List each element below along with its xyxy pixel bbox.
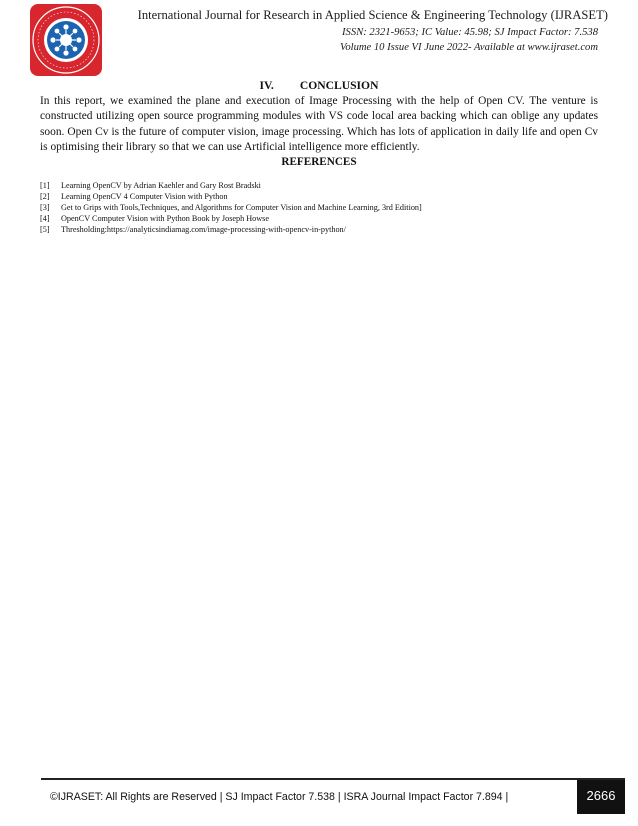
reference-item <box>40 180 600 191</box>
journal-title: International Journal for Research in Applied Science & Engineering Technology (IJRASET) <box>137 8 608 22</box>
reference-number: [1] <box>40 181 50 190</box>
reference-item <box>40 191 600 202</box>
footer-divider <box>41 778 625 780</box>
reference-list <box>40 180 600 235</box>
reference-number: [3] <box>40 203 50 212</box>
reference-text: Learning OpenCV 4 Computer Vision with Python <box>61 192 228 201</box>
reference-item <box>40 213 600 224</box>
reference-item <box>40 224 600 235</box>
reference-text[interactable]: Thresholding:https://analyticsindiamag.com/image-processing-with-opencv-in-python/ <box>61 225 346 234</box>
conclusion-paragraph: In this report, we examined the plane and execution of Image Processing with the help of Open CV. The venture is constructed utilizing open source programming modules with VS code local area backing which can oblige any updates soon. Open Cv is the future of computer vision, image processing. Which has lots of application in daily life and open Cv is optimising their library so that we can use Artificial intelligence more efficiently. <box>40 95 598 154</box>
footer-copyright: ©IJRASET: All Rights are Reserved | SJ Impact Factor 7.538 | ISRA Journal Impact Factor 7.894 | <box>50 791 509 803</box>
references-heading: REFERENCES <box>281 156 357 168</box>
reference-number: [4] <box>40 214 50 223</box>
section-number: IV. <box>259 79 274 92</box>
reference-number: [5] <box>40 225 50 234</box>
reference-item <box>40 202 600 213</box>
conclusion-heading <box>0 79 638 92</box>
issn-line: ISSN: 2321-9653; IC Value: 45.98; SJ Impact Factor: 7.538 <box>342 27 598 38</box>
reference-text: Get to Grips with Tools,Techniques, and Algorithms for Computer Vision and Machine Learning, 3rd Edition] <box>61 203 422 212</box>
reference-number: [2] <box>40 192 50 201</box>
journal-logo <box>30 4 102 76</box>
page-number: 2666 <box>577 780 625 814</box>
reference-text: OpenCV Computer Vision with Python Book by Joseph Howse <box>61 214 269 223</box>
section-title: CONCLUSION <box>299 79 379 92</box>
volume-line: Volume 10 Issue VI June 2022- Available at www.ijraset.com <box>340 42 598 53</box>
reference-text: Learning OpenCV by Adrian Kaehler and Gary Rost Bradski <box>61 181 261 190</box>
